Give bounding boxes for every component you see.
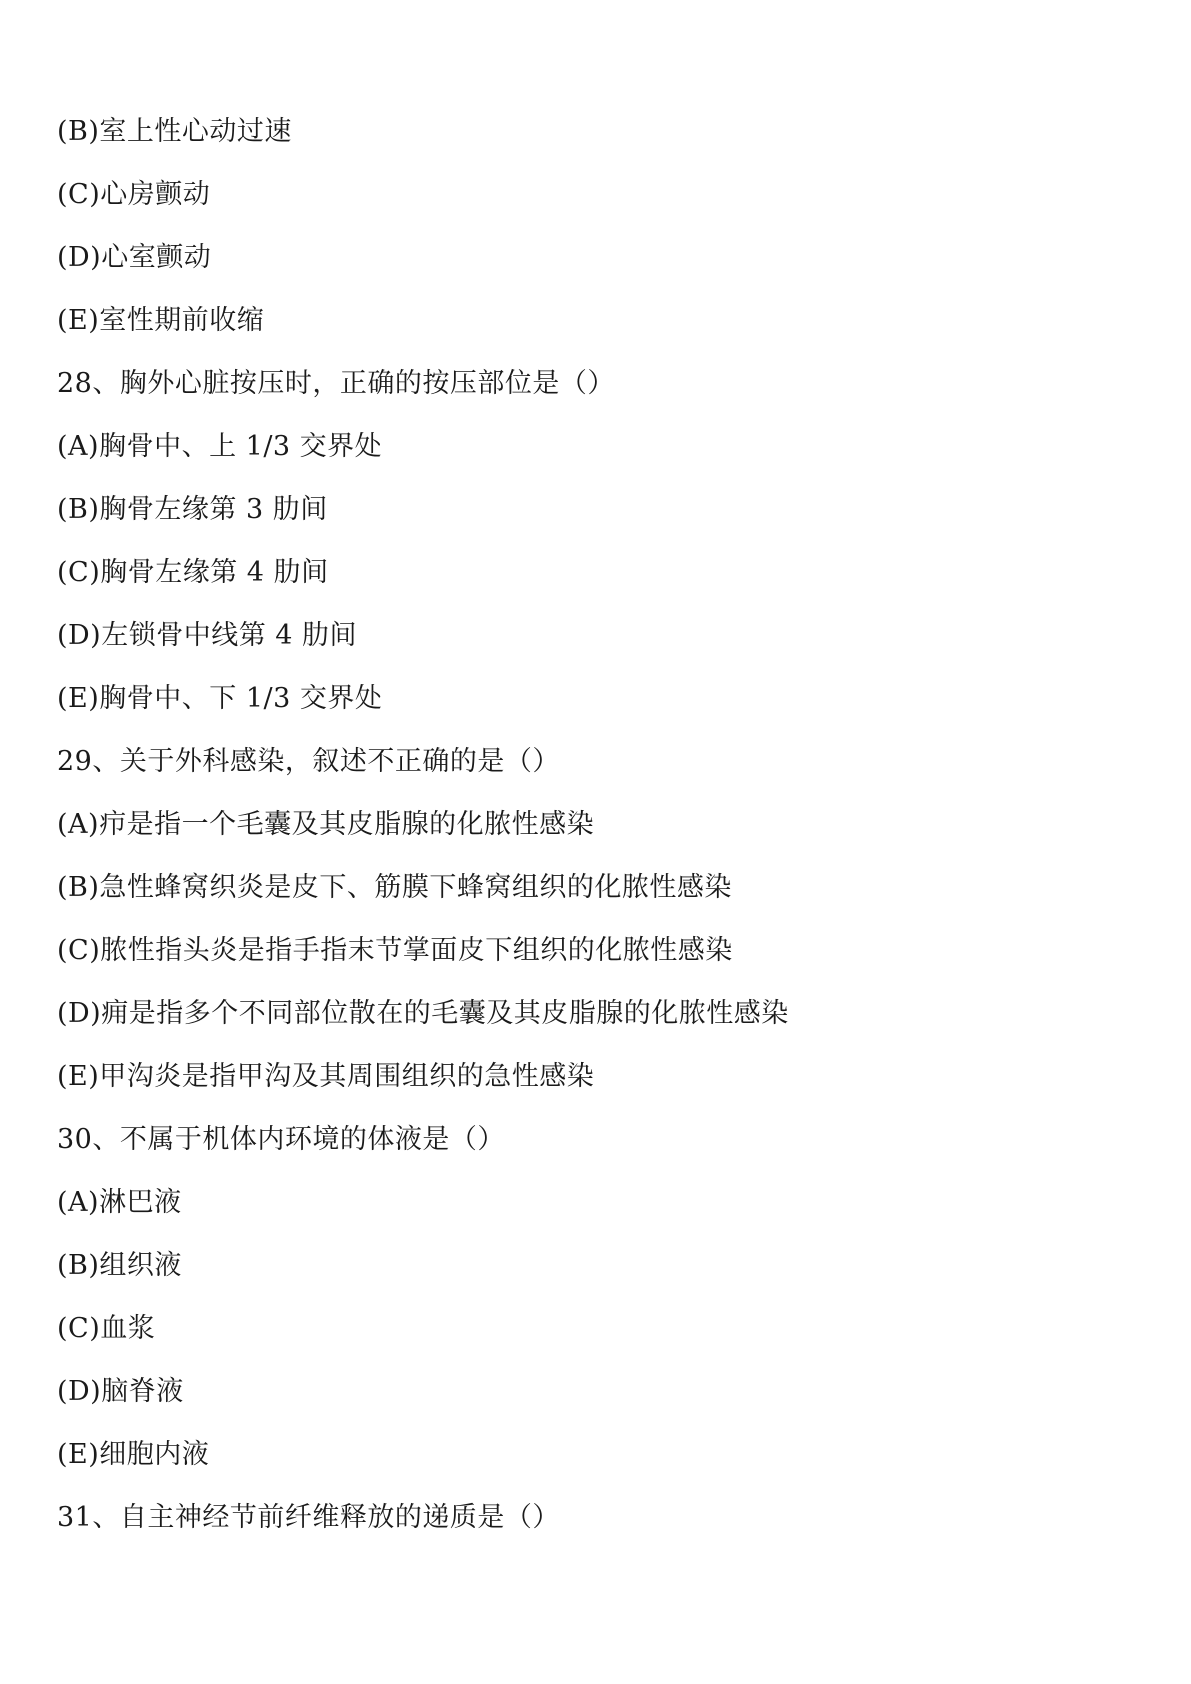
option-d-q27: (D)心室颤动	[57, 242, 212, 273]
option-e-q30: (E)细胞内液	[57, 1439, 210, 1470]
document-page	[57, 112, 1137, 1561]
option-c-q29: (C)脓性指头炎是指手指末节掌面皮下组织的化脓性感染	[57, 935, 733, 966]
option-a-q30: (A)淋巴液	[57, 1187, 182, 1218]
option-d-q29: (D)痈是指多个不同部位散在的毛囊及其皮脂腺的化脓性感染	[57, 998, 789, 1029]
question-31: 31、自主神经节前纤维释放的递质是（）	[57, 1502, 560, 1533]
option-b-q28: (B)胸骨左缘第 3 肋间	[57, 494, 328, 525]
option-e-q29: (E)甲沟炎是指甲沟及其周围组织的急性感染	[57, 1061, 595, 1092]
option-e-q28: (E)胸骨中、下 1/3 交界处	[57, 683, 383, 714]
option-b-q29: (B)急性蜂窝织炎是皮下、筋膜下蜂窝组织的化脓性感染	[57, 872, 732, 903]
option-d-q28: (D)左锁骨中线第 4 肋间	[57, 620, 358, 651]
option-a-q28: (A)胸骨中、上 1/3 交界处	[57, 431, 383, 462]
option-c-q30: (C)血浆	[57, 1313, 156, 1344]
option-b-q27: (B)室上性心动过速	[57, 116, 292, 147]
option-b-q30: (B)组织液	[57, 1250, 182, 1281]
option-a-q29: (A)疖是指一个毛囊及其皮脂腺的化脓性感染	[57, 809, 595, 840]
option-e-q27: (E)室性期前收缩	[57, 305, 265, 336]
option-c-q27: (C)心房颤动	[57, 179, 211, 210]
question-29: 29、关于外科感染，叙述不正确的是（）	[57, 746, 560, 777]
question-28: 28、胸外心脏按压时，正确的按压部位是（）	[57, 368, 615, 399]
option-d-q30: (D)脑脊液	[57, 1376, 184, 1407]
option-c-q28: (C)胸骨左缘第 4 肋间	[57, 557, 329, 588]
question-30: 30、不属于机体内环境的体液是（）	[57, 1124, 505, 1155]
